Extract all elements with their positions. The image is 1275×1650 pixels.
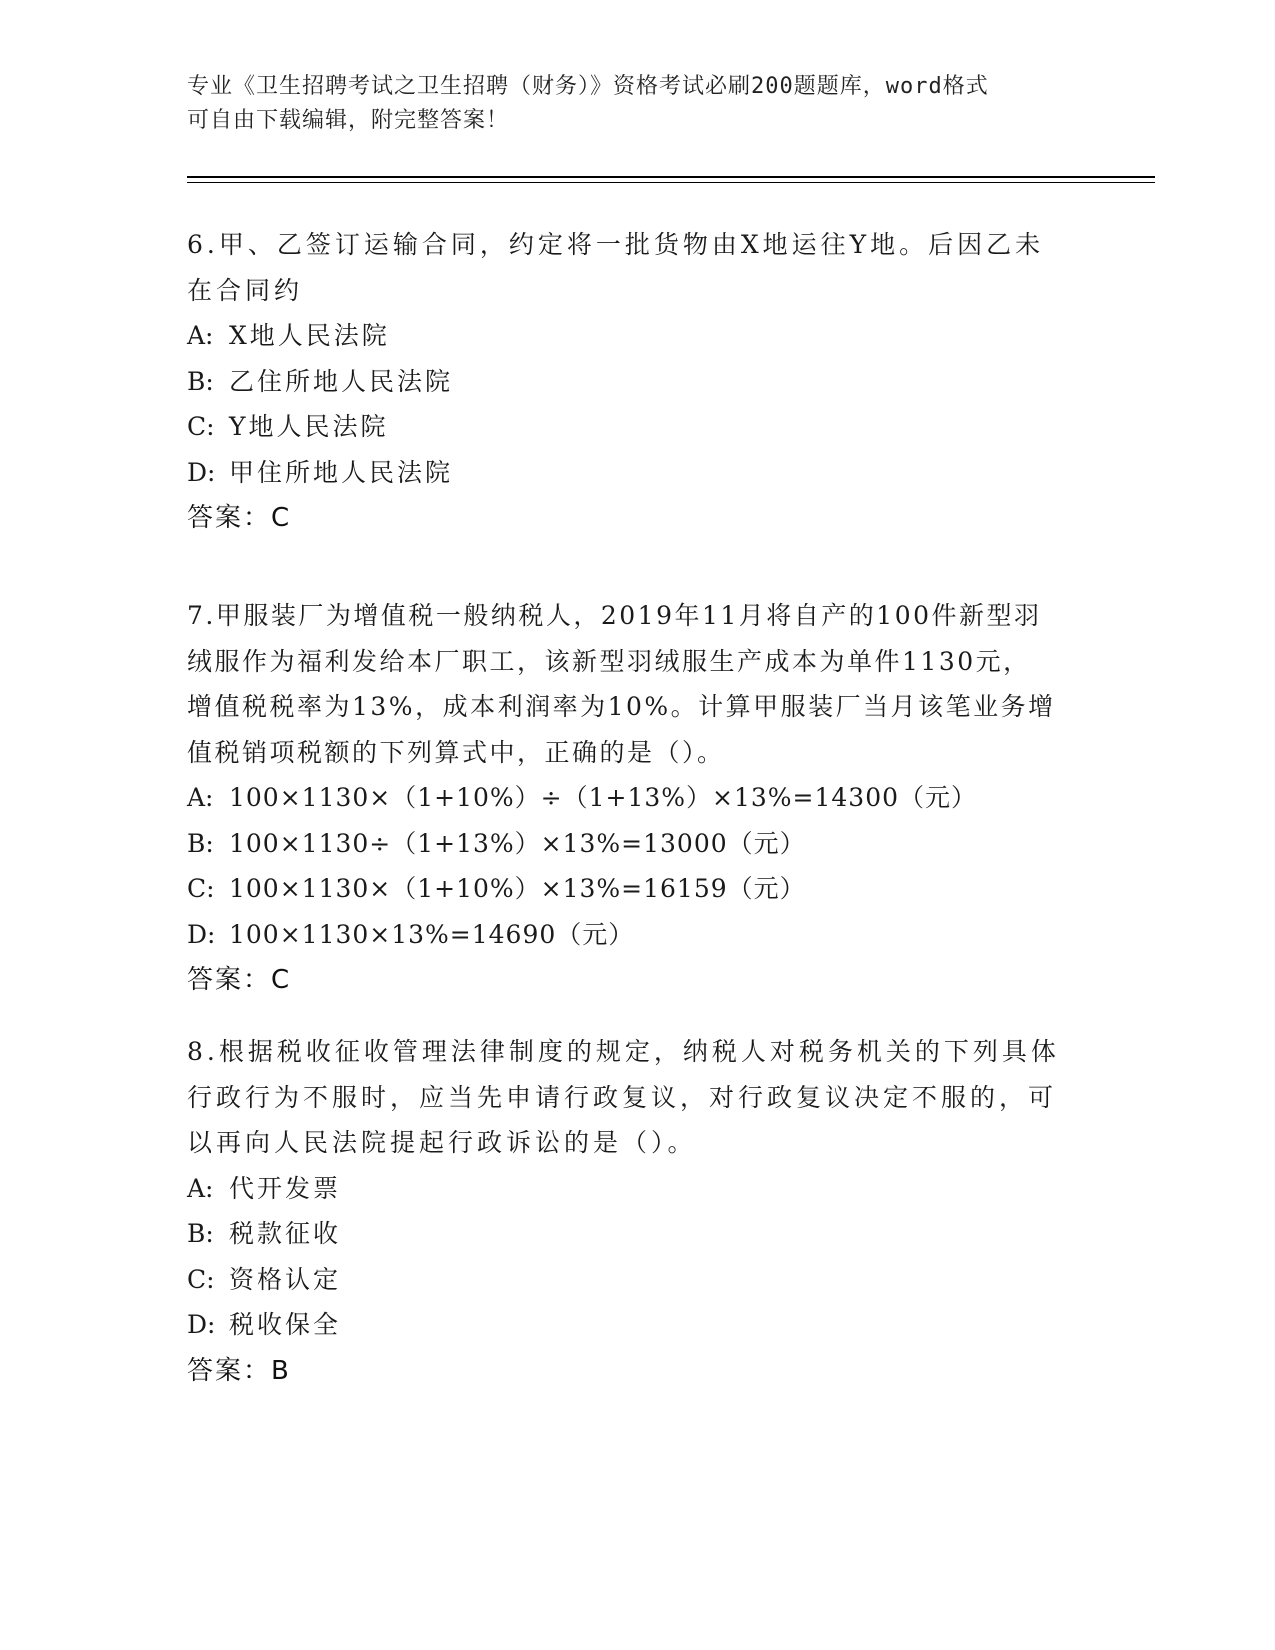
- option-text: Y地人民法院: [229, 412, 389, 441]
- option-text: 代开发票: [229, 1173, 342, 1203]
- option-text: 甲住所地人民法院: [229, 457, 454, 487]
- header-rule-thick: [187, 176, 1155, 178]
- header-line: 可自由下载编辑，附完整答案！: [187, 108, 510, 133]
- option-letter: D:: [187, 457, 216, 487]
- option-b: [187, 821, 1087, 867]
- option-d: [187, 1302, 1087, 1348]
- option-c: [187, 1257, 1087, 1303]
- question-stem-line: 值税销项税额的下列算式中，正确的是（）。: [187, 737, 725, 767]
- question-8: [187, 1029, 1087, 1394]
- answer-line: 答案：B: [187, 1355, 291, 1386]
- question-stem-line: 以再向人民法院提起行政诉讼的是（）。: [187, 1128, 697, 1157]
- option-d: [187, 450, 1087, 496]
- option-b: [187, 359, 1087, 405]
- option-text: 资格认定: [229, 1264, 342, 1294]
- question-stem-line: 8.根据税收征收管理法律制度的规定，纳税人对税务机关的下列具体: [187, 1037, 1060, 1066]
- option-a: [187, 313, 1087, 359]
- question-stem-line: 绒服作为福利发给本厂职工，该新型羽绒服生产成本为单件1130元，: [187, 646, 1031, 676]
- question-stem-line: 行政行为不服时，应当先申请行政复议，对行政复议决定不服的，可: [187, 1082, 1058, 1112]
- question-6: [187, 222, 1087, 541]
- option-letter: A:: [187, 1173, 214, 1203]
- question-stem-line: 在合同约: [187, 275, 304, 305]
- option-text: 100×1130×（1+10%）÷（1+13%）×13%=14300（元）: [229, 783, 978, 812]
- option-letter: C:: [187, 1264, 215, 1294]
- header-line: 专业《卫生招聘考试之卫生招聘（财务）》资格考试必刷200题题库，word格式: [187, 74, 989, 99]
- option-a: [187, 1166, 1087, 1212]
- option-letter: D:: [187, 1310, 216, 1339]
- question-stem-line: 增值税税率为13%，成本利润率为10%。计算甲服装厂当月该笔业务增: [187, 692, 1056, 721]
- question-stem-line: 7.甲服装厂为增值税一般纳税人，2019年11月将自产的100件新型羽: [187, 601, 1042, 630]
- question-stem-line: 6.甲、乙签订运输合同，约定将一批货物由X地运往Y地。后因乙未: [187, 230, 1045, 259]
- option-letter: C:: [187, 874, 215, 903]
- option-d: [187, 912, 1087, 958]
- option-letter: A:: [187, 783, 214, 812]
- option-text: 100×1130÷（1+13%）×13%=13000（元）: [229, 828, 806, 858]
- option-c: [187, 866, 1087, 912]
- header-rule-thin: [187, 182, 1155, 183]
- option-text: 乙住所地人民法院: [229, 366, 454, 396]
- option-b: [187, 1211, 1087, 1257]
- option-letter: D:: [187, 919, 216, 949]
- option-text: X地人民法院: [229, 321, 390, 350]
- option-letter: A:: [187, 321, 214, 350]
- document-header: [187, 70, 1087, 138]
- option-c: [187, 404, 1087, 450]
- option-text: 税收保全: [229, 1310, 342, 1339]
- option-letter: B:: [187, 366, 214, 396]
- option-a: [187, 775, 1087, 821]
- answer-line: 答案：C: [187, 503, 292, 533]
- option-text: 100×1130×（1+10%）×13%=16159（元）: [229, 874, 806, 903]
- question-7: [187, 593, 1087, 1003]
- option-letter: B:: [187, 828, 214, 858]
- option-letter: C:: [187, 412, 215, 441]
- answer-line: 答案：C: [187, 965, 292, 995]
- option-text: 税款征收: [229, 1219, 342, 1248]
- option-letter: B:: [187, 1219, 214, 1248]
- option-text: 100×1130×13%=14690（元）: [229, 919, 635, 949]
